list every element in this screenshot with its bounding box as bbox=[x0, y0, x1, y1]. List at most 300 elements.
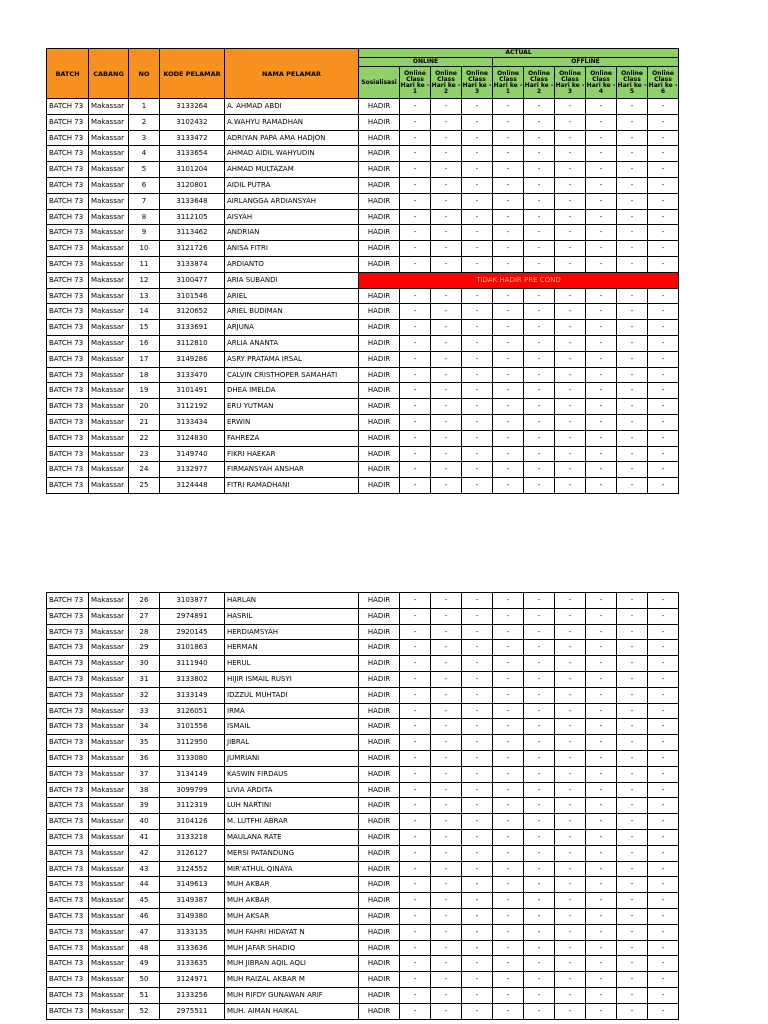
session-status-cell: - bbox=[648, 351, 679, 367]
session-status-cell: - bbox=[431, 624, 462, 640]
session-status-cell: - bbox=[586, 162, 617, 178]
session-status-cell: - bbox=[648, 940, 679, 956]
session-status-cell: - bbox=[493, 987, 524, 1003]
no-cell: 9 bbox=[129, 225, 160, 241]
session-status-cell: - bbox=[493, 99, 524, 115]
kode-cell: 3124971 bbox=[160, 972, 225, 988]
kode-cell: 3113462 bbox=[160, 225, 225, 241]
session-status-cell: - bbox=[524, 861, 555, 877]
session-status-cell: - bbox=[431, 671, 462, 687]
kode-cell: 3104126 bbox=[160, 814, 225, 830]
session-status-cell: - bbox=[555, 877, 586, 893]
session-status-cell: - bbox=[648, 430, 679, 446]
session-status-cell: - bbox=[648, 608, 679, 624]
kode-cell: 2920145 bbox=[160, 624, 225, 640]
nama-cell: DHEA IMELDA bbox=[225, 383, 359, 399]
session-status-cell: - bbox=[648, 288, 679, 304]
no-cell: 30 bbox=[129, 656, 160, 672]
session-status-cell: - bbox=[400, 593, 431, 609]
batch-cell: BATCH 73 bbox=[47, 272, 89, 288]
kode-cell: 3149387 bbox=[160, 893, 225, 909]
session-status-cell: - bbox=[648, 956, 679, 972]
sosialisasi-status-cell: HADIR bbox=[359, 320, 400, 336]
no-cell: 25 bbox=[129, 478, 160, 494]
batch-cell: BATCH 73 bbox=[47, 114, 89, 130]
batch-cell: BATCH 73 bbox=[47, 383, 89, 399]
session-status-cell: - bbox=[524, 656, 555, 672]
batch-cell: BATCH 73 bbox=[47, 735, 89, 751]
session-status-cell: - bbox=[493, 241, 524, 257]
kode-cell: 3149380 bbox=[160, 908, 225, 924]
absent-status-cell: TIDAK HADIR PRE COND bbox=[359, 272, 679, 288]
sosialisasi-status-cell: HADIR bbox=[359, 987, 400, 1003]
session-status-cell: - bbox=[586, 735, 617, 751]
cabang-cell: Makassar bbox=[89, 940, 129, 956]
no-cell: 33 bbox=[129, 703, 160, 719]
cabang-cell: Makassar bbox=[89, 782, 129, 798]
session-status-cell: - bbox=[586, 987, 617, 1003]
session-status-cell: - bbox=[400, 640, 431, 656]
no-cell: 27 bbox=[129, 608, 160, 624]
kode-cell: 3101204 bbox=[160, 162, 225, 178]
session-status-cell: - bbox=[431, 719, 462, 735]
session-status-cell: - bbox=[431, 162, 462, 178]
session-status-cell: - bbox=[648, 1003, 679, 1019]
col-header-actual: ACTUAL bbox=[359, 49, 679, 58]
kode-cell: 3133149 bbox=[160, 687, 225, 703]
session-status-cell: - bbox=[586, 624, 617, 640]
session-status-cell: - bbox=[617, 956, 648, 972]
nama-cell: JIBRAL bbox=[225, 735, 359, 751]
session-status-cell: - bbox=[493, 462, 524, 478]
sosialisasi-status-cell: HADIR bbox=[359, 478, 400, 494]
session-status-cell: - bbox=[648, 908, 679, 924]
session-status-cell: - bbox=[493, 924, 524, 940]
no-cell: 31 bbox=[129, 671, 160, 687]
session-status-cell: - bbox=[431, 640, 462, 656]
session-status-cell: - bbox=[617, 241, 648, 257]
session-status-cell: - bbox=[555, 414, 586, 430]
session-status-cell: - bbox=[648, 399, 679, 415]
nama-cell: ARDIANTO bbox=[225, 256, 359, 272]
session-status-cell: - bbox=[462, 624, 493, 640]
table-row bbox=[47, 782, 679, 798]
nama-cell: HERDIAMSYAH bbox=[225, 624, 359, 640]
nama-cell: MUH JIBRAN AQIL AQLI bbox=[225, 956, 359, 972]
session-status-cell: - bbox=[462, 687, 493, 703]
session-status-cell: - bbox=[462, 593, 493, 609]
session-status-cell: - bbox=[493, 687, 524, 703]
session-status-cell: - bbox=[493, 814, 524, 830]
session-status-cell: - bbox=[431, 304, 462, 320]
session-status-cell: - bbox=[617, 335, 648, 351]
cabang-cell: Makassar bbox=[89, 845, 129, 861]
session-status-cell: - bbox=[462, 399, 493, 415]
session-status-cell: - bbox=[431, 256, 462, 272]
table-row bbox=[47, 940, 679, 956]
session-status-cell: - bbox=[524, 798, 555, 814]
session-status-cell: - bbox=[431, 608, 462, 624]
batch-cell: BATCH 73 bbox=[47, 987, 89, 1003]
sosialisasi-status-cell: HADIR bbox=[359, 1003, 400, 1019]
session-status-cell: - bbox=[586, 719, 617, 735]
batch-cell: BATCH 73 bbox=[47, 241, 89, 257]
col-header-sosialisasi: Sosialisasi bbox=[359, 67, 400, 99]
nama-cell: M. LUTFHI ABRAR bbox=[225, 814, 359, 830]
session-status-cell: - bbox=[493, 446, 524, 462]
table-row bbox=[47, 735, 679, 751]
batch-cell: BATCH 73 bbox=[47, 656, 89, 672]
batch-cell: BATCH 73 bbox=[47, 130, 89, 146]
session-status-cell: - bbox=[462, 114, 493, 130]
nama-cell: ARJUNA bbox=[225, 320, 359, 336]
session-status-cell: - bbox=[617, 624, 648, 640]
session-status-cell: - bbox=[586, 146, 617, 162]
session-status-cell: - bbox=[617, 814, 648, 830]
session-status-cell: - bbox=[524, 430, 555, 446]
session-status-cell: - bbox=[617, 782, 648, 798]
kode-cell: 3124448 bbox=[160, 478, 225, 494]
sosialisasi-status-cell: HADIR bbox=[359, 414, 400, 430]
session-status-cell: - bbox=[431, 478, 462, 494]
session-status-cell: - bbox=[493, 908, 524, 924]
session-status-cell: - bbox=[524, 130, 555, 146]
session-status-cell: - bbox=[524, 940, 555, 956]
session-status-cell: - bbox=[555, 446, 586, 462]
batch-cell: BATCH 73 bbox=[47, 225, 89, 241]
no-cell: 37 bbox=[129, 766, 160, 782]
attendance-table-bottom bbox=[46, 592, 679, 1020]
session-status-cell: - bbox=[524, 719, 555, 735]
table-row bbox=[47, 146, 679, 162]
nama-cell: ERWIN bbox=[225, 414, 359, 430]
cabang-cell: Makassar bbox=[89, 256, 129, 272]
sosialisasi-status-cell: HADIR bbox=[359, 162, 400, 178]
session-status-cell: - bbox=[648, 735, 679, 751]
nama-cell: MUH FAHRI HIDAYAT N bbox=[225, 924, 359, 940]
session-status-cell: - bbox=[400, 478, 431, 494]
session-status-cell: - bbox=[555, 719, 586, 735]
kode-cell: 3101546 bbox=[160, 288, 225, 304]
batch-cell: BATCH 73 bbox=[47, 766, 89, 782]
session-status-cell: - bbox=[400, 877, 431, 893]
session-status-cell: - bbox=[586, 193, 617, 209]
sosialisasi-status-cell: HADIR bbox=[359, 351, 400, 367]
nama-cell: MUH AKBAR bbox=[225, 877, 359, 893]
session-status-cell: - bbox=[617, 351, 648, 367]
session-status-cell: - bbox=[555, 893, 586, 909]
no-cell: 45 bbox=[129, 893, 160, 909]
cabang-cell: Makassar bbox=[89, 829, 129, 845]
cabang-cell: Makassar bbox=[89, 624, 129, 640]
kode-cell: 3100477 bbox=[160, 272, 225, 288]
kode-cell: 3133635 bbox=[160, 956, 225, 972]
sosialisasi-status-cell: HADIR bbox=[359, 241, 400, 257]
session-status-cell: - bbox=[648, 146, 679, 162]
batch-cell: BATCH 73 bbox=[47, 162, 89, 178]
col-header-batch: BATCH bbox=[47, 49, 89, 99]
session-status-cell: - bbox=[555, 766, 586, 782]
nama-cell: MUH AKBAR bbox=[225, 893, 359, 909]
batch-cell: BATCH 73 bbox=[47, 687, 89, 703]
table-row bbox=[47, 593, 679, 609]
batch-cell: BATCH 73 bbox=[47, 99, 89, 115]
session-status-cell: - bbox=[555, 593, 586, 609]
session-status-cell: - bbox=[524, 446, 555, 462]
batch-cell: BATCH 73 bbox=[47, 877, 89, 893]
kode-cell: 3099799 bbox=[160, 782, 225, 798]
nama-cell: IDZZUL MUHTADI bbox=[225, 687, 359, 703]
sosialisasi-status-cell: HADIR bbox=[359, 367, 400, 383]
session-status-cell: - bbox=[431, 814, 462, 830]
session-status-cell: - bbox=[648, 861, 679, 877]
cabang-cell: Makassar bbox=[89, 241, 129, 257]
session-status-cell: - bbox=[431, 146, 462, 162]
no-cell: 48 bbox=[129, 940, 160, 956]
cabang-cell: Makassar bbox=[89, 814, 129, 830]
table-row bbox=[47, 430, 679, 446]
session-status-cell: - bbox=[555, 162, 586, 178]
kode-cell: 3120801 bbox=[160, 177, 225, 193]
session-status-cell: - bbox=[400, 335, 431, 351]
session-status-cell: - bbox=[400, 288, 431, 304]
sosialisasi-status-cell: HADIR bbox=[359, 908, 400, 924]
session-status-cell: - bbox=[431, 99, 462, 115]
session-status-cell: - bbox=[431, 766, 462, 782]
nama-cell: HARLAN bbox=[225, 593, 359, 609]
batch-cell: BATCH 73 bbox=[47, 399, 89, 415]
session-status-cell: - bbox=[431, 782, 462, 798]
kode-cell: 3112810 bbox=[160, 335, 225, 351]
batch-cell: BATCH 73 bbox=[47, 908, 89, 924]
session-status-cell: - bbox=[524, 877, 555, 893]
session-status-cell: - bbox=[431, 656, 462, 672]
session-status-cell: - bbox=[524, 908, 555, 924]
nama-cell: FIRMANSYAH ANSHAR bbox=[225, 462, 359, 478]
session-status-cell: - bbox=[462, 446, 493, 462]
table-row bbox=[47, 671, 679, 687]
session-status-cell: - bbox=[555, 640, 586, 656]
session-status-cell: - bbox=[586, 877, 617, 893]
session-status-cell: - bbox=[400, 656, 431, 672]
col-header-online: ONLINE bbox=[359, 58, 493, 67]
session-status-cell: - bbox=[648, 671, 679, 687]
session-status-cell: - bbox=[524, 593, 555, 609]
table-row bbox=[47, 399, 679, 415]
table-row bbox=[47, 719, 679, 735]
session-status-cell: - bbox=[493, 256, 524, 272]
kode-cell: 3133802 bbox=[160, 671, 225, 687]
cabang-cell: Makassar bbox=[89, 687, 129, 703]
session-status-cell: - bbox=[648, 177, 679, 193]
session-status-cell: - bbox=[493, 351, 524, 367]
session-status-cell: - bbox=[400, 446, 431, 462]
session-status-cell: - bbox=[648, 225, 679, 241]
session-status-cell: - bbox=[431, 383, 462, 399]
session-status-cell: - bbox=[462, 99, 493, 115]
session-status-cell: - bbox=[586, 924, 617, 940]
session-status-cell: - bbox=[586, 766, 617, 782]
session-status-cell: - bbox=[555, 146, 586, 162]
session-status-cell: - bbox=[462, 814, 493, 830]
session-status-cell: - bbox=[555, 335, 586, 351]
session-status-cell: - bbox=[648, 162, 679, 178]
no-cell: 15 bbox=[129, 320, 160, 336]
session-status-cell: - bbox=[431, 908, 462, 924]
nama-cell: ASRY PRATAMA IRSAL bbox=[225, 351, 359, 367]
session-status-cell: - bbox=[524, 304, 555, 320]
no-cell: 10 bbox=[129, 241, 160, 257]
session-status-cell: - bbox=[400, 383, 431, 399]
session-status-cell: - bbox=[493, 735, 524, 751]
table-row bbox=[47, 750, 679, 766]
session-status-cell: - bbox=[462, 146, 493, 162]
sosialisasi-status-cell: HADIR bbox=[359, 750, 400, 766]
session-status-cell: - bbox=[648, 719, 679, 735]
session-status-cell: - bbox=[648, 593, 679, 609]
batch-cell: BATCH 73 bbox=[47, 829, 89, 845]
nama-cell: ISMAIL bbox=[225, 719, 359, 735]
session-status-cell: - bbox=[431, 462, 462, 478]
batch-cell: BATCH 73 bbox=[47, 593, 89, 609]
nama-cell: MUH RAIZAL AKBAR M bbox=[225, 972, 359, 988]
session-status-cell: - bbox=[400, 624, 431, 640]
session-status-cell: - bbox=[462, 940, 493, 956]
session-status-cell: - bbox=[400, 1003, 431, 1019]
session-status-cell: - bbox=[648, 209, 679, 225]
session-status-cell: - bbox=[431, 972, 462, 988]
batch-cell: BATCH 73 bbox=[47, 750, 89, 766]
session-status-cell: - bbox=[586, 446, 617, 462]
sosialisasi-status-cell: HADIR bbox=[359, 209, 400, 225]
table-row bbox=[47, 766, 679, 782]
no-cell: 26 bbox=[129, 593, 160, 609]
session-status-cell: - bbox=[400, 671, 431, 687]
session-status-cell: - bbox=[431, 877, 462, 893]
table-row bbox=[47, 924, 679, 940]
batch-cell: BATCH 73 bbox=[47, 1003, 89, 1019]
session-status-cell: - bbox=[462, 241, 493, 257]
kode-cell: 3102432 bbox=[160, 114, 225, 130]
kode-cell: 3133080 bbox=[160, 750, 225, 766]
session-status-cell: - bbox=[617, 687, 648, 703]
kode-cell: 3133470 bbox=[160, 367, 225, 383]
session-status-cell: - bbox=[400, 99, 431, 115]
table-row bbox=[47, 114, 679, 130]
sosialisasi-status-cell: HADIR bbox=[359, 462, 400, 478]
cabang-cell: Makassar bbox=[89, 320, 129, 336]
session-status-cell: - bbox=[555, 430, 586, 446]
cabang-cell: Makassar bbox=[89, 671, 129, 687]
session-status-cell: - bbox=[648, 972, 679, 988]
sosialisasi-status-cell: HADIR bbox=[359, 735, 400, 751]
session-status-cell: - bbox=[524, 640, 555, 656]
session-status-cell: - bbox=[524, 99, 555, 115]
col-header-session: Online Class Hari ke - 3 bbox=[555, 67, 586, 99]
session-status-cell: - bbox=[617, 972, 648, 988]
session-status-cell: - bbox=[462, 719, 493, 735]
session-status-cell: - bbox=[400, 845, 431, 861]
kode-cell: 3112192 bbox=[160, 399, 225, 415]
batch-cell: BATCH 73 bbox=[47, 320, 89, 336]
cabang-cell: Makassar bbox=[89, 162, 129, 178]
session-status-cell: - bbox=[431, 924, 462, 940]
session-status-cell: - bbox=[555, 478, 586, 494]
session-status-cell: - bbox=[493, 193, 524, 209]
session-status-cell: - bbox=[524, 146, 555, 162]
session-status-cell: - bbox=[524, 956, 555, 972]
kode-cell: 3133691 bbox=[160, 320, 225, 336]
session-status-cell: - bbox=[524, 478, 555, 494]
session-status-cell: - bbox=[524, 414, 555, 430]
kode-cell: 3133648 bbox=[160, 193, 225, 209]
no-cell: 3 bbox=[129, 130, 160, 146]
sosialisasi-status-cell: HADIR bbox=[359, 766, 400, 782]
session-status-cell: - bbox=[617, 99, 648, 115]
session-status-cell: - bbox=[400, 893, 431, 909]
batch-cell: BATCH 73 bbox=[47, 288, 89, 304]
nama-cell: FIKRI HAEKAR bbox=[225, 446, 359, 462]
kode-cell: 3134149 bbox=[160, 766, 225, 782]
col-header-session: Online Class Hari ke - 6 bbox=[648, 67, 679, 99]
session-status-cell: - bbox=[648, 256, 679, 272]
session-status-cell: - bbox=[617, 893, 648, 909]
session-status-cell: - bbox=[462, 703, 493, 719]
session-status-cell: - bbox=[586, 1003, 617, 1019]
session-status-cell: - bbox=[586, 750, 617, 766]
cabang-cell: Makassar bbox=[89, 272, 129, 288]
table-row bbox=[47, 209, 679, 225]
nama-cell: FITRI RAMADHANI bbox=[225, 478, 359, 494]
kode-cell: 3133256 bbox=[160, 987, 225, 1003]
batch-cell: BATCH 73 bbox=[47, 782, 89, 798]
session-status-cell: - bbox=[648, 750, 679, 766]
sosialisasi-status-cell: HADIR bbox=[359, 829, 400, 845]
col-header-session: Online Class Hari ke - 1 bbox=[400, 67, 431, 99]
table-row bbox=[47, 972, 679, 988]
nama-cell: AHMAD AIDIL WAHYUDIN bbox=[225, 146, 359, 162]
session-status-cell: - bbox=[524, 924, 555, 940]
session-status-cell: - bbox=[555, 924, 586, 940]
session-status-cell: - bbox=[462, 320, 493, 336]
session-status-cell: - bbox=[493, 146, 524, 162]
session-status-cell: - bbox=[617, 640, 648, 656]
no-cell: 16 bbox=[129, 335, 160, 351]
table-row bbox=[47, 687, 679, 703]
session-status-cell: - bbox=[617, 256, 648, 272]
no-cell: 5 bbox=[129, 162, 160, 178]
session-status-cell: - bbox=[555, 288, 586, 304]
session-status-cell: - bbox=[555, 351, 586, 367]
batch-cell: BATCH 73 bbox=[47, 719, 89, 735]
batch-cell: BATCH 73 bbox=[47, 478, 89, 494]
no-cell: 39 bbox=[129, 798, 160, 814]
session-status-cell: - bbox=[524, 750, 555, 766]
session-status-cell: - bbox=[648, 304, 679, 320]
batch-cell: BATCH 73 bbox=[47, 814, 89, 830]
table-row bbox=[47, 99, 679, 115]
no-cell: 36 bbox=[129, 750, 160, 766]
session-status-cell: - bbox=[648, 877, 679, 893]
table-row bbox=[47, 478, 679, 494]
session-status-cell: - bbox=[431, 593, 462, 609]
no-cell: 51 bbox=[129, 987, 160, 1003]
session-status-cell: - bbox=[648, 766, 679, 782]
kode-cell: 3133135 bbox=[160, 924, 225, 940]
session-status-cell: - bbox=[493, 478, 524, 494]
nama-cell: MUH. AIMAN HAIKAL bbox=[225, 1003, 359, 1019]
session-status-cell: - bbox=[431, 114, 462, 130]
